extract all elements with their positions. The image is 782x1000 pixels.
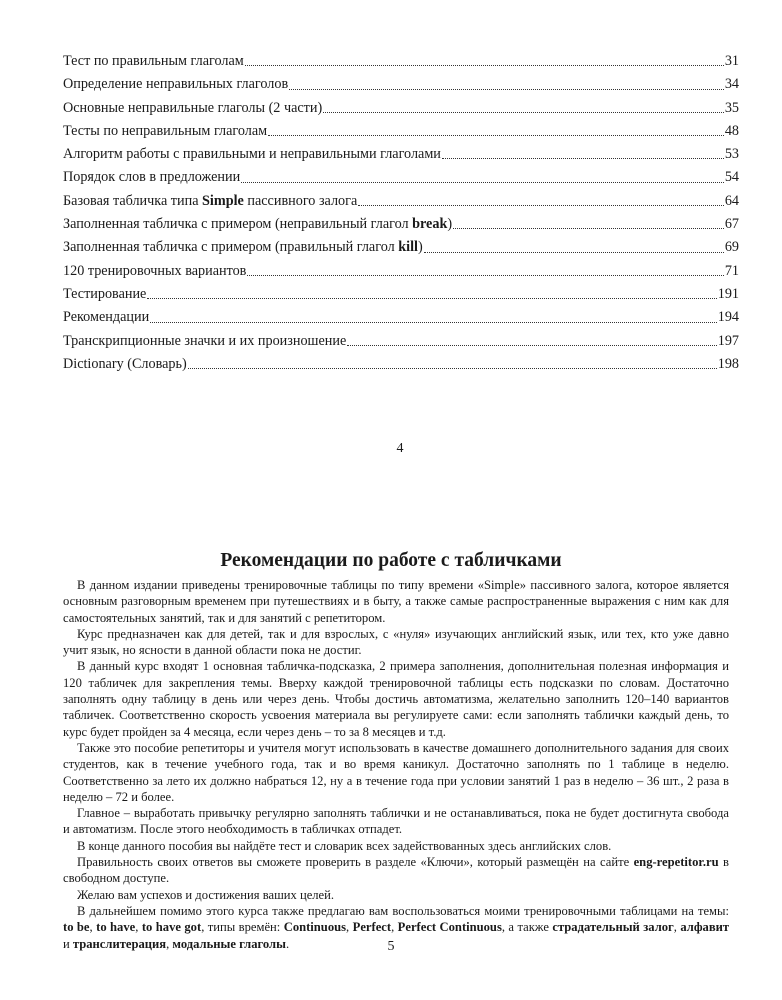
toc-entry[interactable] bbox=[63, 166, 739, 189]
bold-text: модальные глаголы bbox=[172, 936, 286, 951]
toc-entry-page: 31 bbox=[724, 53, 739, 69]
toc-entry-title bbox=[63, 50, 244, 73]
text-run: , bbox=[89, 920, 97, 935]
page-number: 4 bbox=[396, 441, 404, 456]
text-run: , bbox=[391, 920, 398, 935]
toc-entry[interactable] bbox=[63, 353, 739, 376]
toc-entry-title bbox=[63, 97, 322, 120]
text-run: пассивного залога bbox=[243, 192, 358, 209]
text-run: Тесты по неправильным глаголам bbox=[63, 122, 268, 139]
text-run: Заполненная табличка с примером (неправильный глагол bbox=[63, 216, 413, 233]
toc-entry[interactable] bbox=[63, 73, 739, 96]
toc-entry-title bbox=[63, 213, 452, 236]
toc-entry-title bbox=[63, 353, 187, 376]
paragraph bbox=[63, 658, 729, 739]
toc-entry-page: 194 bbox=[717, 309, 739, 326]
paragraph bbox=[63, 838, 729, 854]
text-run: Желаю вам успехов и достижения ваших целей. bbox=[77, 887, 335, 902]
toc-entry[interactable] bbox=[63, 260, 739, 283]
toc-entry-page: 67 bbox=[724, 216, 739, 233]
toc-entry[interactable] bbox=[63, 120, 739, 143]
dot-leader bbox=[323, 111, 724, 113]
dot-leader bbox=[347, 344, 716, 346]
bold-text: Perfect Continuous bbox=[397, 920, 502, 935]
text-run: Главное – выработать привычку регулярно заполнять таблички и не останавливаться, пока не будет достигнута свобода и автоматизм. После этого необходимость в табличках отпадет. bbox=[63, 806, 729, 837]
toc-entry-title bbox=[63, 73, 288, 96]
text-run: Алгоритм работы с правильными и неправильными глаголами bbox=[63, 146, 441, 163]
toc-entry-page: 54 bbox=[724, 169, 739, 186]
toc-entry-page: 53 bbox=[724, 146, 739, 163]
text-run: Основные неправильные глаголы (2 части) bbox=[63, 99, 323, 116]
dot-leader bbox=[147, 297, 716, 299]
text-run: Базовая табличка типа bbox=[63, 192, 203, 209]
toc-entry[interactable] bbox=[63, 190, 739, 213]
dot-leader bbox=[245, 64, 724, 66]
text-run: Тестирование bbox=[63, 285, 147, 302]
text-run: В данном издании приведены тренировочные таблицы по типу времени «Simple» пассивного залога, которое является основным разговорным временем при путешествиях и в быту, а также самые распространенные выражения с ним как для самостоятельных занятий, так и для занятий с репетитором. bbox=[63, 578, 729, 625]
text-run: В дальнейшем помимо этого курса также предлагаю вам воспользоваться моими тренировочными таблицами на темы: bbox=[77, 903, 729, 918]
dot-leader bbox=[358, 204, 724, 206]
toc-entry[interactable] bbox=[63, 330, 739, 353]
toc-entry-title bbox=[63, 236, 423, 259]
section-title: Рекомендации по работе с табличками bbox=[220, 550, 562, 571]
bold-text: транслитерация bbox=[72, 936, 167, 951]
text-run: , bbox=[673, 920, 681, 935]
toc-entry-page: 64 bbox=[724, 192, 739, 209]
text-run: 120 тренировочных вариантов bbox=[63, 262, 247, 279]
toc-entry-title bbox=[63, 166, 240, 189]
dot-leader bbox=[188, 367, 717, 369]
text-run: Тест по правильным глаголам bbox=[63, 53, 244, 69]
text-run: В данный курс входят 1 основная табличка-подсказка, 2 примера заполнения, дополнительная полезная информация и 120 табличек для закрепления темы. Вверху каждой тренировочной таблицы есть подсказки по словам. Достаточно заполнять одну таблицу в день или через день. Чтобы достичь автоматизма, желательно заполнить 120–140 вариантов табличек. Соответственно скорость усвоения материала вы регулируете сами: если заполнять таблички каждый день, то курс будет пройден за 4 месяца, если через день – то за 8 месяцев и т.д. bbox=[63, 659, 729, 739]
text-run: , bbox=[166, 936, 173, 951]
toc-entry-title bbox=[63, 143, 441, 166]
bold-text: Perfect bbox=[352, 920, 392, 935]
text-run: , bbox=[346, 920, 353, 935]
page-number: 5 bbox=[387, 939, 395, 954]
toc-entry-title bbox=[63, 283, 146, 306]
text-run: Порядок слов в предложении bbox=[63, 169, 241, 186]
dot-leader bbox=[247, 274, 723, 276]
toc-entry[interactable] bbox=[63, 97, 739, 120]
dot-leader bbox=[150, 321, 717, 323]
dot-leader bbox=[424, 251, 724, 253]
dot-leader bbox=[289, 88, 724, 90]
toc-entry-page: 48 bbox=[724, 122, 739, 139]
toc-entry[interactable] bbox=[63, 143, 739, 166]
toc-entry[interactable] bbox=[63, 306, 739, 329]
text-run: Также это пособие репетиторы и учителя могут использовать в качестве домашнего дополнительного задания для своих студентов, как в течение учебного года, так и во время каникул. Достаточно заполнять по 1 таблице в неделю. Соответственно за лето их должно набраться 12, ну а в течение года при условии занятий 1 раз в неделю – 36 шт., 2 раза в неделю – 72 и более. bbox=[63, 740, 729, 804]
bold-text: Continuous bbox=[283, 920, 347, 935]
toc-entry-title bbox=[63, 120, 267, 143]
bold-text: to have bbox=[96, 920, 136, 935]
toc-entry-page: 191 bbox=[717, 285, 739, 302]
text-run: Заполненная табличка с примером (правильный глагол bbox=[63, 239, 399, 256]
bold-text: kill bbox=[398, 239, 418, 256]
text-run: , bbox=[135, 920, 142, 935]
text-run: . bbox=[285, 936, 290, 951]
bold-text: алфавит bbox=[680, 920, 730, 935]
bold-text: to be bbox=[63, 920, 90, 935]
dot-leader bbox=[241, 181, 724, 183]
text-run: ) bbox=[417, 239, 423, 256]
toc-entry-page: 198 bbox=[717, 355, 739, 372]
toc-entry-page: 69 bbox=[724, 239, 739, 256]
toc-entry[interactable] bbox=[63, 213, 739, 236]
toc-entry[interactable] bbox=[63, 50, 739, 73]
paragraph bbox=[63, 626, 729, 659]
paragraph bbox=[63, 740, 729, 805]
toc-entry-title bbox=[63, 306, 149, 329]
bold-text: Simple bbox=[202, 192, 244, 209]
paragraph bbox=[63, 805, 729, 838]
text-run: Определение неправильных глаголов bbox=[63, 76, 289, 93]
bold-text: break bbox=[412, 216, 448, 233]
bold-text: страдательный залог bbox=[552, 920, 674, 935]
toc-entry[interactable] bbox=[63, 236, 739, 259]
text-run: , типы времён: bbox=[201, 920, 284, 935]
table-of-contents bbox=[63, 50, 739, 376]
paragraph bbox=[63, 577, 729, 626]
paragraph bbox=[63, 887, 729, 903]
toc-entry[interactable] bbox=[63, 283, 739, 306]
text-run: в свободном доступе. bbox=[63, 855, 729, 886]
toc-entry-title bbox=[63, 190, 357, 213]
toc-entry-page: 197 bbox=[717, 332, 739, 349]
text-run: Курс предназначен как для детей, так и для взрослых, с «нуля» изучающих английский язык, или тех, кто уже давно учит язык, но ясности в данной области пока не достиг. bbox=[63, 626, 729, 658]
text-run: , а также bbox=[501, 920, 553, 935]
text-run: Транскрипционные значки и их произношение bbox=[63, 332, 347, 349]
dot-leader bbox=[442, 157, 724, 159]
text-run: Рекомендации bbox=[63, 309, 150, 326]
bold-text: to have got bbox=[141, 920, 202, 935]
text-run: ) bbox=[447, 216, 453, 233]
toc-entry-page: 35 bbox=[724, 99, 739, 116]
bold-text: eng-repetitor.ru bbox=[633, 855, 719, 870]
toc-entry-title bbox=[63, 330, 346, 353]
paragraph bbox=[63, 854, 729, 887]
text-run: и bbox=[63, 936, 73, 951]
dot-leader bbox=[453, 227, 724, 229]
text-run: Dictionary (Словарь) bbox=[63, 355, 187, 372]
toc-entry-page: 71 bbox=[724, 262, 739, 279]
recommendations-text bbox=[63, 577, 729, 952]
text-run: В конце данного пособия вы найдёте тест и словарик всех задействованных здесь английских слов. bbox=[77, 838, 612, 853]
toc-entry-page: 34 bbox=[724, 76, 739, 93]
dot-leader bbox=[268, 134, 724, 136]
text-run: Правильность своих ответов вы сможете проверить в разделе «Ключи», который размещён на сайте bbox=[77, 855, 634, 870]
toc-entry-title bbox=[63, 260, 246, 283]
